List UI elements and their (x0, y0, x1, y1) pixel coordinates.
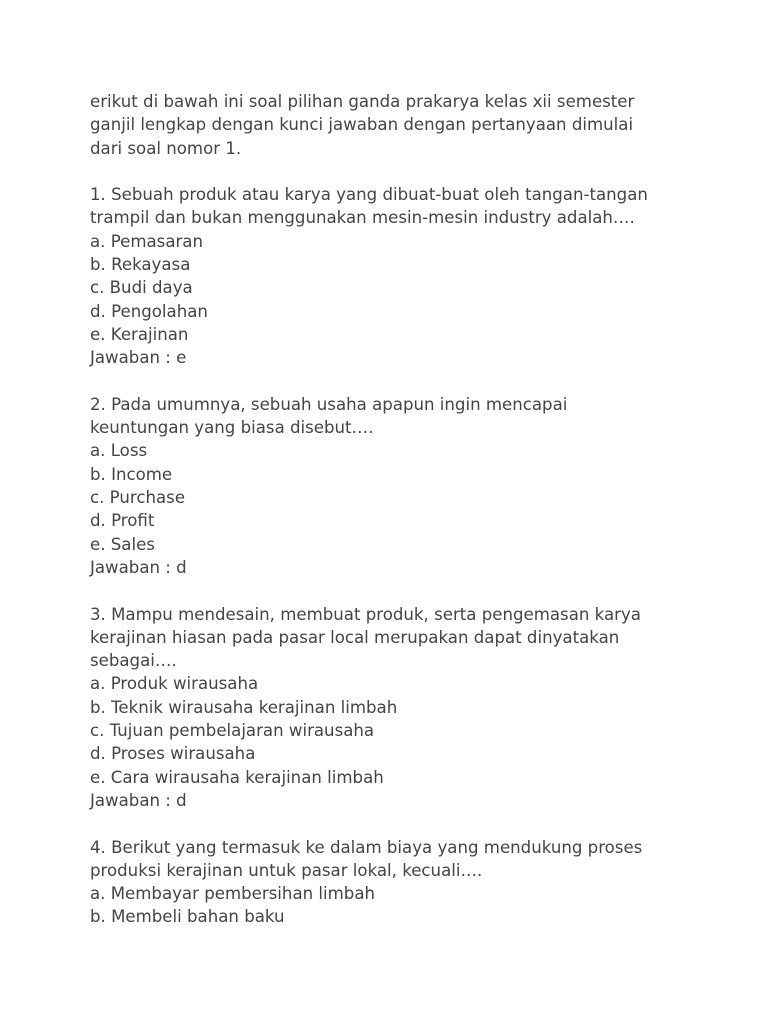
spacer (90, 160, 690, 183)
intro-line: erikut di bawah ini soal pilihan ganda prakarya kelas xii semester (90, 92, 635, 111)
document-page (90, 90, 690, 929)
question-text: kerajinan hiasan pada pasar local merupakan dapat dinyatakan (90, 627, 620, 647)
option-d: d. Pengolahan (90, 301, 208, 321)
option-c: c. Budi daya (90, 278, 193, 298)
question-1 (90, 183, 690, 369)
question-2 (90, 393, 690, 579)
option-e: e. Sales (90, 534, 155, 554)
question-text: keuntungan yang biasa disebut…. (90, 418, 374, 438)
option-b: b. Rekayasa (90, 255, 191, 275)
option-b: b. Membeli bahan baku (90, 907, 285, 927)
spacer (90, 370, 690, 393)
option-c: c. Purchase (90, 488, 186, 508)
option-e: e. Cara wirausaha kerajinan limbah (90, 767, 384, 787)
option-a: a. Produk wirausaha (90, 674, 259, 694)
answer-key: Jawaban : d (90, 557, 187, 577)
option-a: a. Loss (90, 441, 148, 461)
question-3 (90, 603, 690, 813)
intro-paragraph (90, 90, 690, 160)
option-d: d. Proses wirausaha (90, 744, 256, 764)
question-text: trampil dan bukan menggunakan mesin-mesin industry adalah…. (90, 208, 635, 228)
question-text: 4. Berikut yang termasuk ke dalam biaya yang mendukung proses (90, 837, 643, 857)
question-text: sebagai…. (90, 651, 177, 671)
spacer (90, 812, 690, 835)
question-text: 2. Pada umumnya, sebuah usaha apapun ingin mencapai (90, 394, 568, 414)
option-c: c. Tujuan pembelajaran wirausaha (90, 721, 375, 741)
option-a: a. Membayar pembersihan limbah (90, 884, 376, 904)
question-4 (90, 836, 690, 929)
option-b: b. Income (90, 464, 173, 484)
option-b: b. Teknik wirausaha kerajinan limbah (90, 697, 398, 717)
question-text: 1. Sebuah produk atau karya yang dibuat-buat oleh tangan-tangan (90, 185, 648, 205)
intro-line: ganjil lengkap dengan kunci jawaban dengan pertanyaan dimulai (90, 115, 634, 135)
option-d: d. Profit (90, 511, 155, 531)
question-text: produksi kerajinan untuk pasar lokal, kecuali…. (90, 860, 483, 880)
option-a: a. Pemasaran (90, 231, 203, 251)
option-e: e. Kerajinan (90, 324, 189, 344)
answer-key: Jawaban : d (90, 790, 187, 810)
question-text: 3. Mampu mendesain, membuat produk, serta pengemasan karya (90, 604, 641, 624)
intro-line: dari soal nomor 1. (90, 138, 242, 158)
answer-key: Jawaban : e (90, 348, 187, 368)
spacer (90, 579, 690, 602)
